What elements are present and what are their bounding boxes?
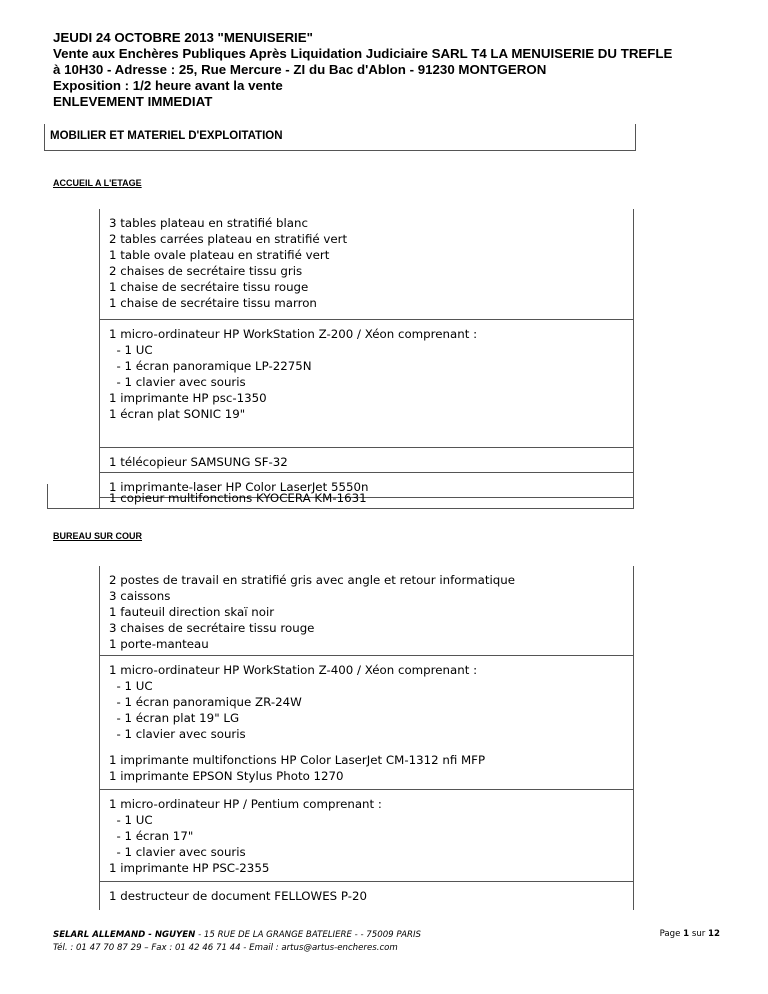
lot-text: 1 micro-ordinateur HP / Pentium comprenant : - 1 UC - 1 écran 17" - 1 clavier avec souris 1 imprimante HP PSC-2355 <box>109 797 382 875</box>
footer-contact: Tél. : 01 47 70 87 29 – Fax : 01 42 46 71 44 - Email : artus@artus-encheres.com <box>53 943 398 953</box>
room-heading-bureau: BUREAU SUR COUR <box>53 531 143 541</box>
lot-group <box>47 746 634 790</box>
removal-notice: ENLEVEMENT IMMEDIAT <box>53 94 213 109</box>
lot-group <box>47 656 634 746</box>
auction-header <box>53 30 733 110</box>
lot-text: 1 télécopieur SAMSUNG SF-32 <box>109 455 288 469</box>
lot-group <box>47 320 634 448</box>
lot-text: 1 micro-ordinateur HP WorkStation Z-400 / Xéon comprenant : - 1 UC - 1 écran panoramique ZR-24W - 1 écran plat 19" LG - 1 clavier avec souris <box>109 663 478 741</box>
lot-group <box>47 882 634 910</box>
lot-text: 2 postes de travail en stratifié gris avec angle et retour informatique 3 caissons 1 fauteuil direction skaï noir 3 chaises de secrétaire tissu rouge 1 porte-manteau <box>109 573 515 651</box>
lot-text: 1 imprimante multifonctions HP Color LaserJet CM-1312 nfi MFP 1 imprimante EPSON Stylus Photo 1270 <box>109 753 486 783</box>
auction-date-title: JEUDI 24 OCTOBRE 2013 "MENUISERIE" <box>53 30 313 45</box>
footer <box>53 929 421 955</box>
room-heading-accueil: ACCUEIL A L'ETAGE <box>53 178 142 188</box>
lot-text: 1 copieur multifonctions KYOCERA KM-1631 <box>109 491 367 505</box>
auction-description: Vente aux Enchères Publiques Après Liquidation Judiciaire SARL T4 LA MENUISERIE DU TREFLE <box>53 46 673 61</box>
section-title: MOBILIER ET MATERIEL D'EXPLOITATION <box>50 130 283 142</box>
lot-text: 3 tables plateau en stratifié blanc 2 tables carrées plateau en stratifié vert 1 table ovale plateau en stratifié vert 2 chaises de secrétaire tissu gris 1 chaise de secrétaire tissu rouge 1 chaise de secrétaire tissu marron <box>109 216 348 310</box>
auction-address: à 10H30 - Adresse : 25, Rue Mercure - ZI du Bac d'Ablon - 91230 MONTGERON <box>53 62 547 77</box>
footer-firm: SELARL ALLEMAND - NGUYEN <box>53 930 196 940</box>
lot-group <box>47 790 634 882</box>
lot-group <box>47 448 634 473</box>
page-number: Page 1 sur 12 <box>659 929 720 939</box>
footer-address: - 15 RUE DE LA GRANGE BATELIERE - - 75009 PARIS <box>195 930 421 940</box>
lot-group <box>47 566 634 656</box>
lot-text: 1 imprimante-laser HP Color LaserJet 5550n <box>109 480 369 494</box>
lot-group <box>47 484 634 509</box>
exhibition-time: Exposition : 1/2 heure avant la vente <box>53 78 283 93</box>
lot-text: 1 destructeur de document FELLOWES P-20 <box>109 889 368 903</box>
lot-group <box>47 209 634 320</box>
lot-text: 1 micro-ordinateur HP WorkStation Z-200 / Xéon comprenant : - 1 UC - 1 écran panoramique LP-2275N - 1 clavier avec souris 1 imprimante HP psc-1350 1 écran plat SONIC 19" <box>109 327 478 421</box>
